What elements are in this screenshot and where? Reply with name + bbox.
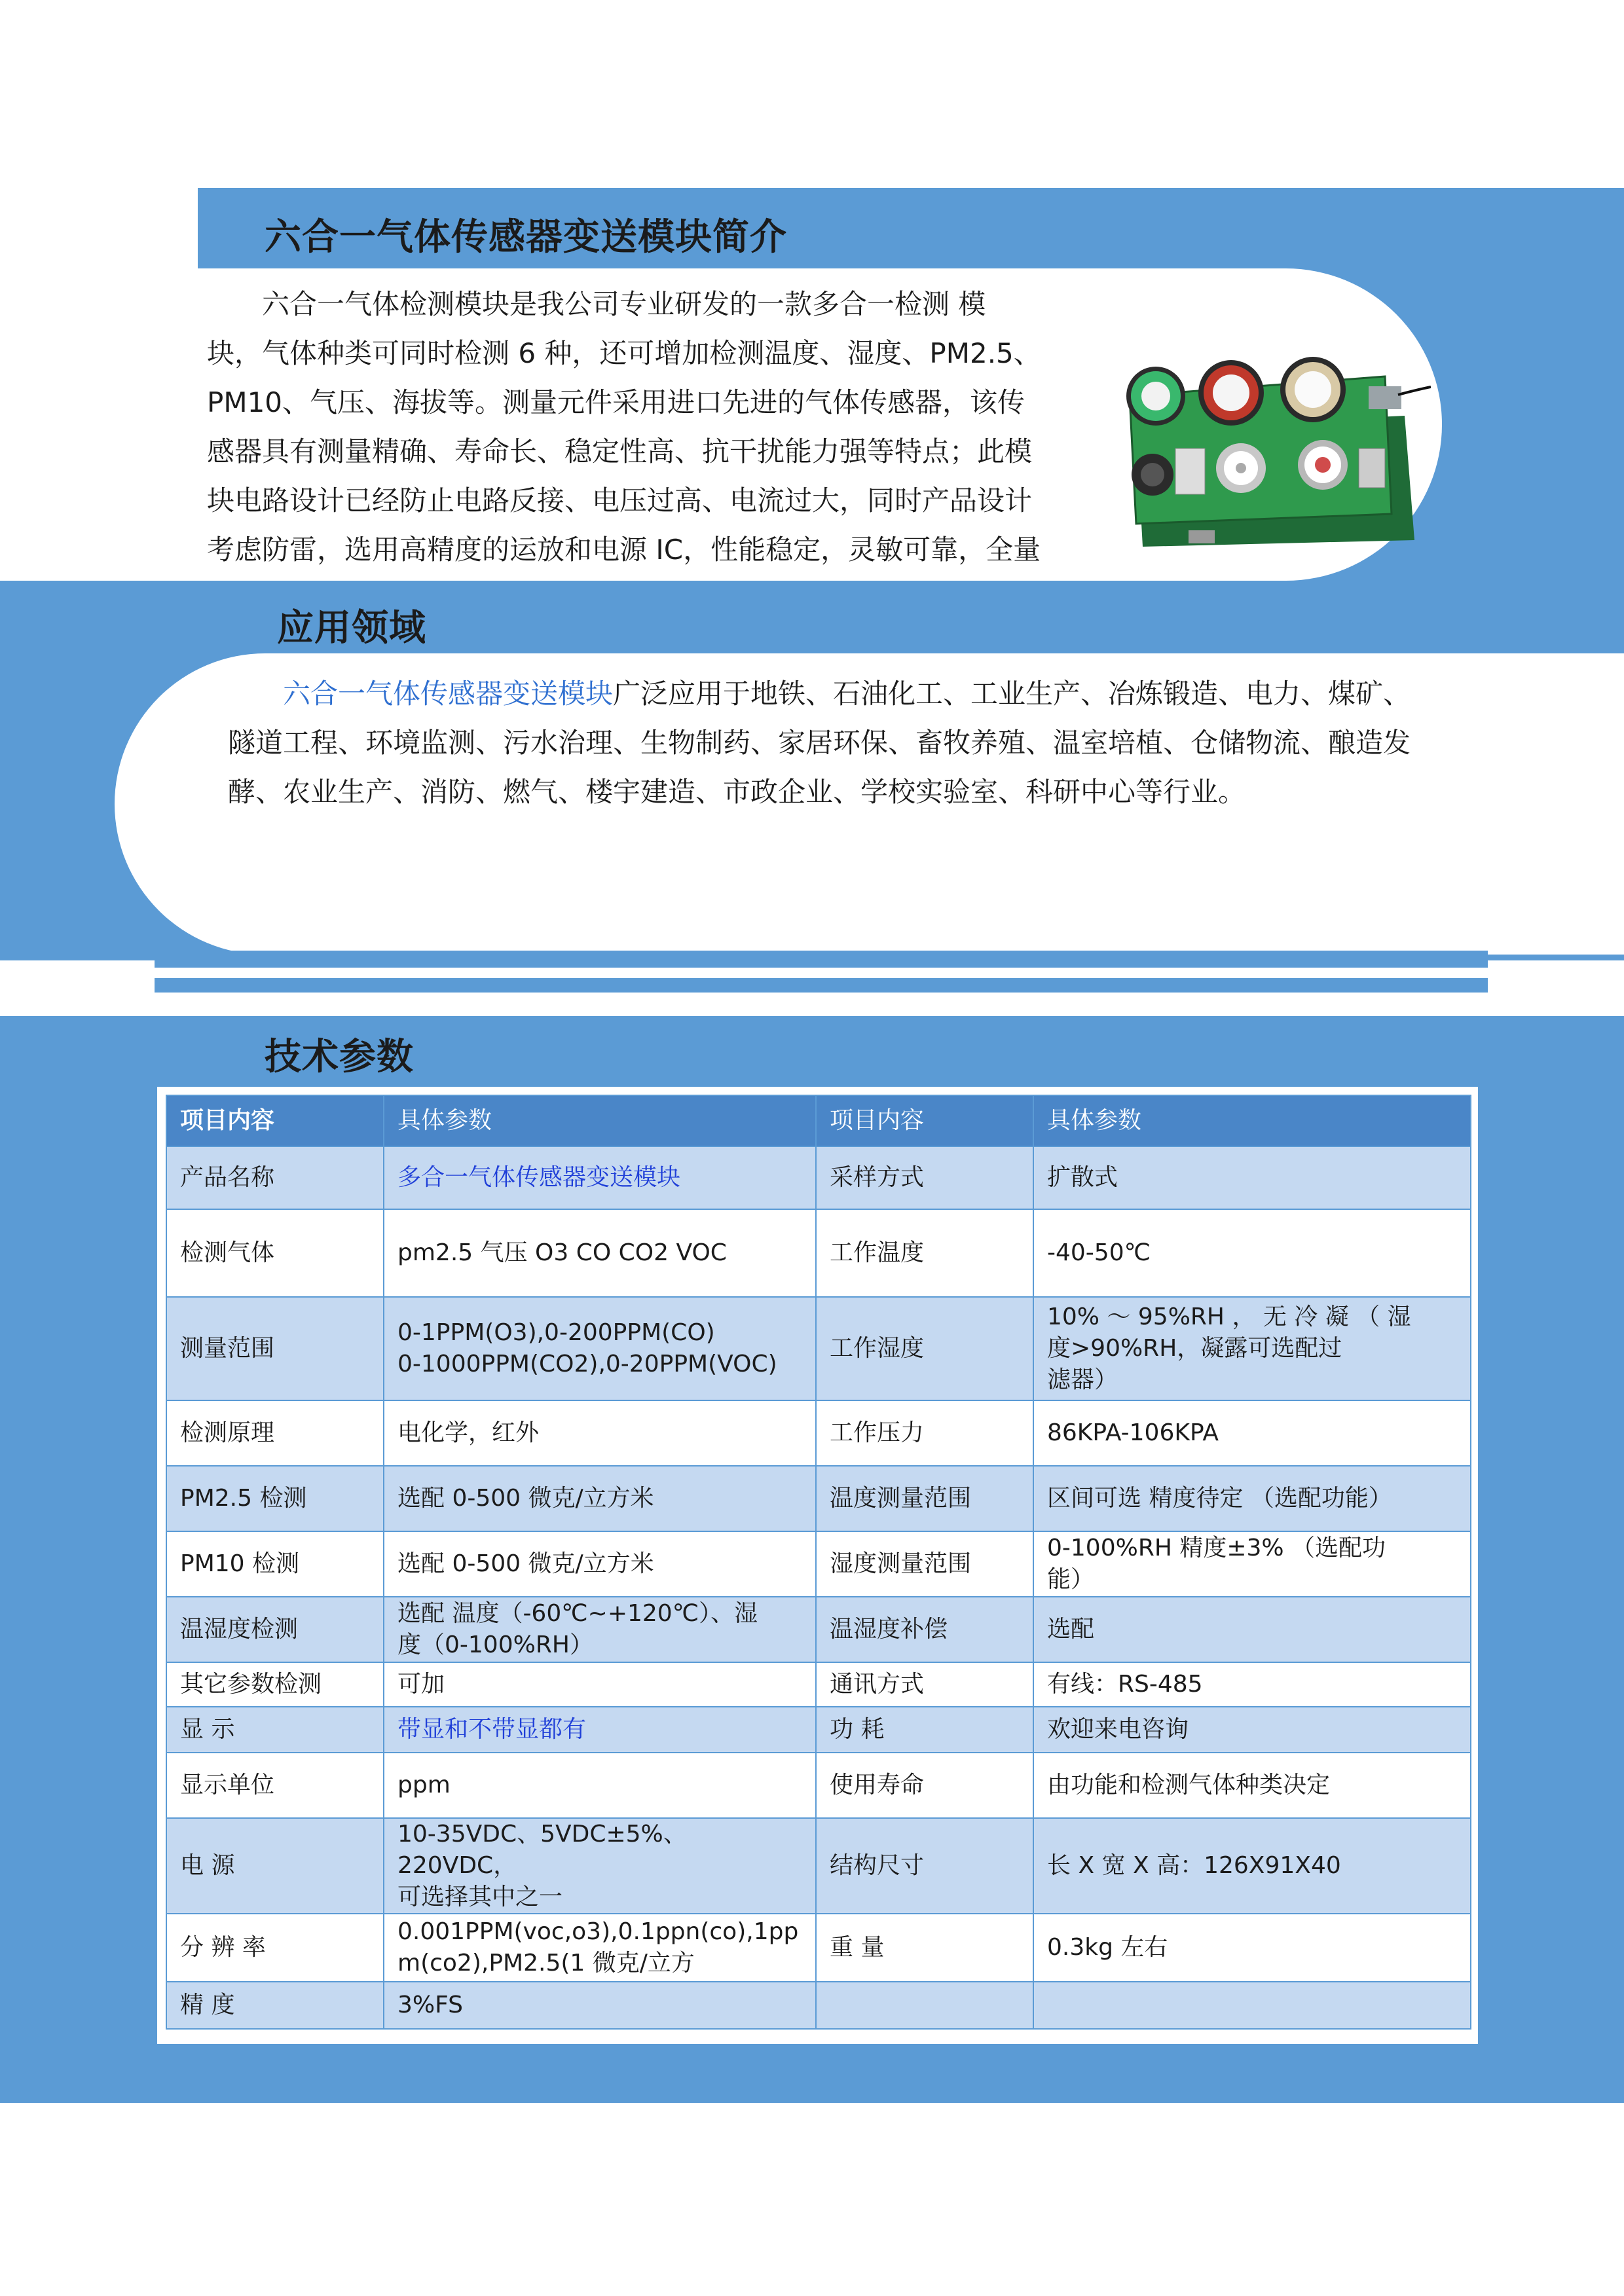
table-cell: -40-50℃ bbox=[1033, 1209, 1471, 1297]
table-row bbox=[166, 1400, 1471, 1466]
table-cell: 选配 温度（-60℃~+120℃）、湿 度（0-100%RH） bbox=[384, 1597, 816, 1662]
table-cell: 10% ～ 95%RH ， 无 冷 凝 （ 湿 度>90%RH，凝露可选配过 滤器） bbox=[1033, 1297, 1471, 1400]
application-title: 应用领域 bbox=[277, 607, 426, 649]
intro-line: 考虑防雷，选用高精度的运放和电源 IC，性能稳定，灵敏可靠，全量 bbox=[207, 534, 1041, 566]
table-cell: 精 度 bbox=[166, 1982, 384, 2029]
intro-line: 块电路设计已经防止电路反接、电压过高、电流过大，同时产品设计 bbox=[207, 484, 1033, 517]
intro-line: PM10、气压、海拔等。测量元件采用进口先进的气体传感器，该传 bbox=[207, 386, 1025, 418]
stripe bbox=[155, 978, 1488, 993]
table-row bbox=[166, 1914, 1471, 1982]
table-cell: 工作温度 bbox=[816, 1209, 1033, 1297]
specs-table bbox=[166, 1095, 1471, 2030]
intro-line: 块，气体种类可同时检测 6 种，还可增加检测温度、湿度、PM2.5、 bbox=[207, 337, 1041, 369]
table-row bbox=[166, 1597, 1471, 1662]
table-cell: 长 X 宽 X 高：126X91X40 bbox=[1033, 1818, 1471, 1914]
intro-title: 六合一气体传感器变送模块简介 bbox=[265, 216, 787, 259]
table-cell: 电化学，红外 bbox=[384, 1400, 816, 1466]
table-cell: 选配 0-500 微克/立方米 bbox=[384, 1531, 816, 1597]
table-row bbox=[166, 1662, 1471, 1707]
table-cell: 工作压力 bbox=[816, 1400, 1033, 1466]
table-header-row bbox=[166, 1095, 1471, 1146]
table-cell: 欢迎来电咨询 bbox=[1033, 1707, 1471, 1753]
table-cell: 产品名称 bbox=[166, 1146, 384, 1209]
table-row bbox=[166, 1707, 1471, 1753]
table-cell: 由功能和检测气体种类决定 bbox=[1033, 1753, 1471, 1818]
product-photo bbox=[1116, 350, 1431, 560]
table-cell: 湿度测量范围 bbox=[816, 1531, 1033, 1597]
application-product-link: 六合一气体传感器变送模块 bbox=[283, 678, 614, 710]
table-cell: ppm bbox=[384, 1753, 816, 1818]
table-cell: 采样方式 bbox=[816, 1146, 1033, 1209]
table-cell: 温湿度检测 bbox=[166, 1597, 384, 1662]
table-cell: 扩散式 bbox=[1033, 1146, 1471, 1209]
table-cell: 显 示 bbox=[166, 1707, 384, 1753]
table-cell: pm2.5 气压 O3 CO CO2 VOC bbox=[384, 1209, 816, 1297]
table-cell: 带显和不带显都有 bbox=[384, 1707, 816, 1753]
intro-paragraph bbox=[207, 280, 1117, 574]
table-cell: 结构尺寸 bbox=[816, 1818, 1033, 1914]
table-cell: PM2.5 检测 bbox=[166, 1466, 384, 1531]
table-cell: 可加 bbox=[384, 1662, 816, 1707]
stripe bbox=[155, 951, 1488, 968]
table-row bbox=[166, 1146, 1471, 1209]
table-cell: 0-1PPM(O3),0-200PPM(CO) 0-1000PPM(CO2),0-20PPM(VOC) bbox=[384, 1297, 816, 1400]
table-cell: 选配 0-500 微克/立方米 bbox=[384, 1466, 816, 1531]
table-cell: 检测气体 bbox=[166, 1209, 384, 1297]
table-cell: 电 源 bbox=[166, 1818, 384, 1914]
intro-line: 感器具有测量精确、寿命长、稳定性高、抗干扰能力强等特点；此模 bbox=[207, 435, 1033, 467]
intro-line: 六合一气体检测模块是我公司专业研发的一款多合一检测 模 bbox=[262, 288, 986, 320]
table-cell: 10-35VDC、5VDC±5%、220VDC， 可选择其中之一 bbox=[384, 1818, 816, 1914]
footer-band bbox=[0, 2044, 1624, 2102]
table-row bbox=[166, 1466, 1471, 1531]
table-cell: 选配 bbox=[1033, 1597, 1471, 1662]
header-cell: 项目内容 bbox=[166, 1095, 384, 1146]
application-line-text: 广泛应用于地铁、石油化工、工业生产、冶炼锻造、电力、煤矿、 bbox=[613, 678, 1411, 710]
application-line bbox=[228, 669, 1466, 718]
table-cell: 使用寿命 bbox=[816, 1753, 1033, 1818]
header-cell: 具体参数 bbox=[1033, 1095, 1471, 1146]
table-cell: 0.001PPM(voc,o3),0.1ppn(co),1pp m(co2),PM2.5(1 微克/立方 bbox=[384, 1914, 816, 1982]
table-cell: 分 辨 率 bbox=[166, 1914, 384, 1982]
application-line: 隧道工程、环境监测、污水治理、生物制药、家居环保、畜牧养殖、温室培植、仓储物流、酿造发 bbox=[228, 727, 1411, 759]
table-row bbox=[166, 1209, 1471, 1297]
specs-title: 技术参数 bbox=[265, 1036, 414, 1078]
stripe-curve bbox=[190, 993, 1624, 1016]
table-cell bbox=[816, 1982, 1033, 2029]
header-cell: 具体参数 bbox=[384, 1095, 816, 1146]
table-cell: 重 量 bbox=[816, 1914, 1033, 1982]
table-cell: 功 耗 bbox=[816, 1707, 1033, 1753]
table-cell: 显示单位 bbox=[166, 1753, 384, 1818]
table-row bbox=[166, 1982, 1471, 2029]
table-cell: 温湿度补偿 bbox=[816, 1597, 1033, 1662]
table-cell: 3%FS bbox=[384, 1982, 816, 2029]
table-cell: 其它参数检测 bbox=[166, 1662, 384, 1707]
table-cell: 测量范围 bbox=[166, 1297, 384, 1400]
table-cell: PM10 检测 bbox=[166, 1531, 384, 1597]
table-cell: 0-100%RH 精度±3% （选配功 能） bbox=[1033, 1531, 1471, 1597]
table-cell: 多合一气体传感器变送模块 bbox=[384, 1146, 816, 1209]
table-cell: 有线：RS-485 bbox=[1033, 1662, 1471, 1707]
application-line: 酵、农业生产、消防、燃气、楼宇建造、市政企业、学校实验室、科研中心等行业。 bbox=[228, 776, 1246, 808]
table-row bbox=[166, 1297, 1471, 1400]
table-cell: 工作湿度 bbox=[816, 1297, 1033, 1400]
table-row bbox=[166, 1753, 1471, 1818]
table-cell: 0.3kg 左右 bbox=[1033, 1914, 1471, 1982]
table-row bbox=[166, 1818, 1471, 1914]
application-paragraph bbox=[228, 669, 1466, 816]
table-cell: 温度测量范围 bbox=[816, 1466, 1033, 1531]
table-cell: 通讯方式 bbox=[816, 1662, 1033, 1707]
header-cell: 项目内容 bbox=[816, 1095, 1033, 1146]
table-cell bbox=[1033, 1982, 1471, 2029]
table-cell: 86KPA-106KPA bbox=[1033, 1400, 1471, 1466]
table-cell: 检测原理 bbox=[166, 1400, 384, 1466]
stripe-gap bbox=[155, 968, 1488, 978]
table-cell: 区间可选 精度待定 （选配功能） bbox=[1033, 1466, 1471, 1531]
table-row bbox=[166, 1531, 1471, 1597]
